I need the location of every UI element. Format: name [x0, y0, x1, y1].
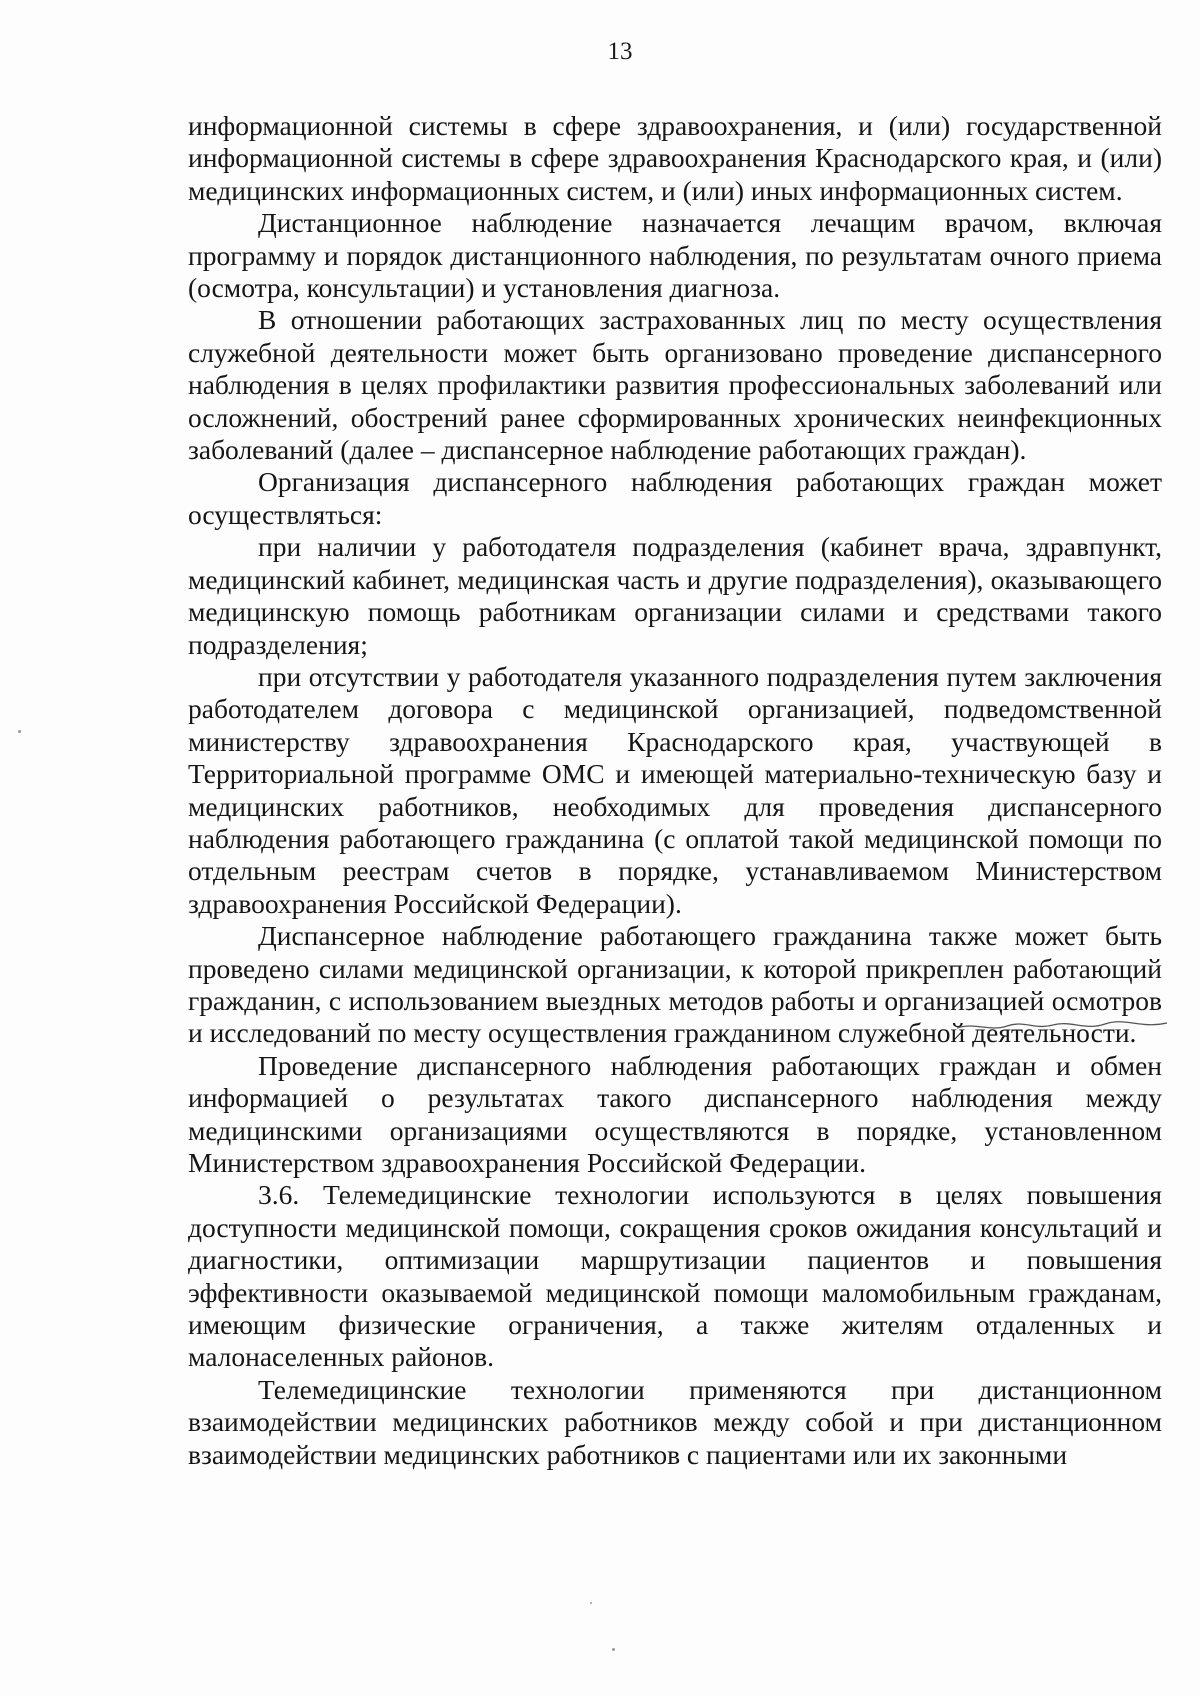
page-number: 13	[607, 38, 633, 65]
paragraph-information-exchange: Проведение диспансерного наблюдения работающих граждан и обмен информацией о результатах такого диспансерного наблюдения между медицинскими организациями осуществляются в порядке, установленном Министерством здравоохранения Российской Федерации.	[188, 1049, 1162, 1178]
pen-underline-mark	[955, 1018, 1170, 1036]
paragraph-section-3-6: 3.6. Телемедицинские технологии используются в целях повышения доступности медицинской помощи, сокращения сроков ожидания консультаций и диагностики, оптимизации маршрутизации пациентов и повышения эффективности оказываемой медицинской помощи маломобильным гражданам, имеющим физические ограничения, а также жителям отдаленных и малонаселенных районов.	[188, 1179, 1162, 1373]
paragraph-with-subdivision: при наличии у работодателя подразделения (кабинет врача, здравпункт, медицинский кабинет, медицинская часть и другие подразделения), оказывающего медицинскую помощь работникам организации силами и средствами такого подразделения;	[188, 531, 1162, 660]
paragraph-without-subdivision: при отсутствии у работодателя указанного подразделения путем заключения работодателем договора с медицинской организацией, подведомственной министерству здравоохранения Краснодарского края, участвующей в Территориальной программе ОМС и имеющей материально-техническую базу и медицинских работников, необходимых для проведения диспансерного наблюдения работающего гражданина (с оплатой такой медицинской помощи по отдельным реестрам счетов в порядке, устанавливаемом Министерством здравоохранения Российской Федерации).	[188, 660, 1162, 919]
scan-speck	[590, 1602, 592, 1604]
paragraph-working-insured: В отношении работающих застрахованных лиц по месту осуществления служебной деятельности может быть организовано проведение диспансерного наблюдения в целях профилактики развития профессиональных заболеваний или осложнений, обострений ранее сформированных хронических неинфекционных заболеваний (далее – диспансерное наблюдение работающих граждан).	[188, 304, 1162, 466]
paragraph-organization: Организация диспансерного наблюдения работающих граждан может осуществляться:	[188, 466, 1162, 530]
paragraph-telemedicine-use: Телемедицинские технологии применяются при дистанционном взаимодействии медицинских работников между собой и при дистанционном взаимодействии медицинских работников с пациентами или их законными	[188, 1373, 1162, 1470]
document-body	[188, 110, 1162, 1471]
scan-speck	[612, 1648, 615, 1651]
scan-speck	[18, 730, 21, 733]
paragraph-remote-observation: Дистанционное наблюдение назначается лечащим врачом, включая программу и порядок дистанционного наблюдения, по результатам очного приема (осмотра, консультации) и установления диагноза.	[188, 207, 1162, 304]
paragraph-continuation: информационной системы в сфере здравоохранения, и (или) государственной информационной системы в сфере здравоохранения Краснодарского края, и (или) медицинских информационных систем, и (или) иных информационных систем.	[188, 110, 1162, 206]
paragraph-attached-organization: Диспансерное наблюдение работающего гражданина также может быть проведено силами медицинской организации, к которой прикреплен работающий гражданин, с использованием выездных методов работы и организацией осмотров и исследований по месту осуществления гражданином служебной деятельности.	[188, 920, 1162, 1049]
